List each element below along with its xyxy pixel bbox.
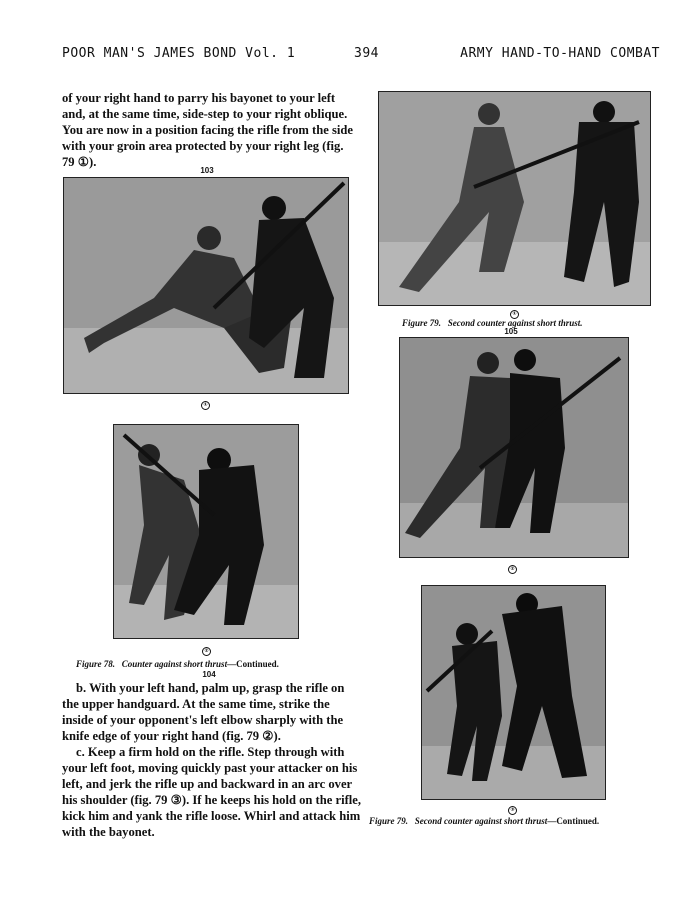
figure-number-104: 104 [202, 670, 216, 679]
caption-fig78-label: Figure 78. [76, 659, 116, 669]
figure-mark-2-right: ② [508, 565, 517, 574]
caption-fig78-suffix: —Continued. [227, 659, 279, 669]
photo-fig79-step1-image [379, 92, 650, 305]
caption-fig79b-text: Second counter against short thrust [414, 816, 548, 826]
photo-fig79-step2 [399, 337, 629, 558]
photo-fig79-step3 [421, 585, 606, 800]
photo-fig79-step2-image [400, 338, 628, 557]
caption-figure-78 [76, 659, 279, 669]
figure-number-105: 105 [504, 327, 518, 336]
photo-fig78-step2-image [114, 425, 298, 638]
page-header [62, 46, 660, 64]
figure-mark-2-left: ② [202, 647, 211, 656]
header-book-title: POOR MAN'S JAMES BOND Vol. 1 [62, 46, 296, 61]
caption-fig79b-suffix: —Continued. [547, 816, 600, 826]
figure-mark-1-right: ① [510, 310, 519, 319]
paragraph-top [62, 90, 358, 170]
caption-fig78-text: Counter against short thrust [121, 659, 228, 669]
caption-fig79-text: Second counter against short thrust. [447, 318, 583, 328]
caption-fig79-label: Figure 79. [402, 318, 442, 328]
photo-fig78-step1-image [64, 178, 348, 393]
photo-fig79-step1 [378, 91, 651, 306]
caption-fig79b-label: Figure 79. [369, 816, 409, 826]
figure-number-103: 103 [200, 166, 214, 175]
photo-fig79-step3-image [422, 586, 605, 799]
caption-figure-79-continued [369, 816, 599, 826]
paragraph-top-text: of your right hand to parry his bayonet to your left and, at the same time, side-step to your right oblique. You are now in a position facing the rifle from the side with your groin area protected by your right leg (fig. 79 ①). [62, 91, 353, 169]
paragraph-c-text: c. Keep a firm hold on the rifle. Step through with your left foot, moving quickly past your attacker on his left, and jerk the rifle up and backward in an arc over his shoulder (fig. 79 ③). If he keeps his hold on the rifle, kick him and yank the rifle loose. Whirl and attack him with the bayonet. [62, 745, 361, 839]
figure-mark-1-left: ① [201, 401, 210, 410]
paragraph-bottom [62, 680, 362, 840]
paragraph-b-text: b. With your left hand, palm up, grasp the rifle on the upper handguard. At the same time, strike the inside of your opponent's left elbow sharply with the knife edge of your right hand (fig. 79 ②). [62, 681, 345, 743]
photo-fig78-step2 [113, 424, 299, 639]
header-chapter-title: ARMY HAND-TO-HAND COMBAT [460, 46, 660, 61]
photo-fig78-step1 [63, 177, 349, 394]
page-number: 394 [354, 46, 379, 61]
figure-mark-3-right: ③ [508, 806, 517, 815]
